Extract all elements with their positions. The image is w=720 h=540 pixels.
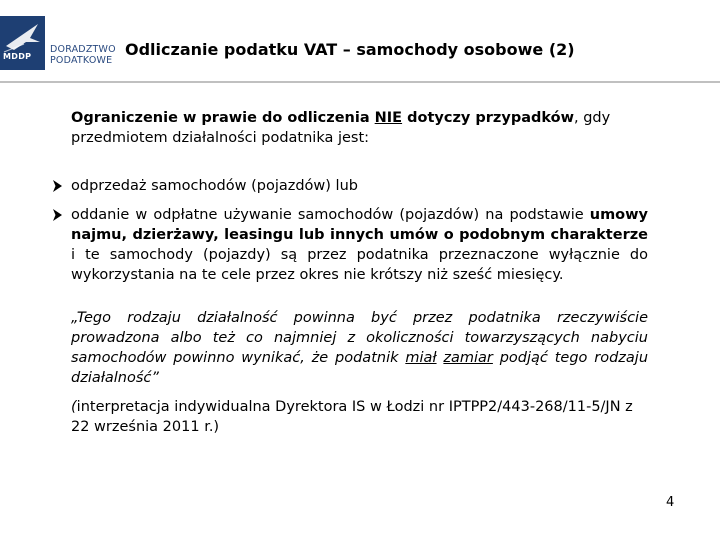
bullet-item-1 xyxy=(50,176,648,196)
logo-mark-text: MDDP xyxy=(3,52,32,61)
bullet-2-text-1: oddanie w odpłatne używanie samochodów (pojazdów) na podstawie xyxy=(71,207,590,223)
mddp-logo xyxy=(0,16,45,70)
bullet-item-2 xyxy=(50,205,648,285)
arrow-bullet-icon xyxy=(50,205,66,225)
interpretation-citation xyxy=(71,397,648,437)
quote-mial: miał xyxy=(405,350,437,366)
intro-normal: , gdy przedmiotem działalności podatnika jest: xyxy=(71,110,611,146)
slide-body xyxy=(50,108,648,437)
quote-text-2: podjąć tego rodzaju działalność” xyxy=(71,350,649,386)
quote-text-1: „Tego rodzaju działalność powinna być przez podatnika rzeczywiście prowadzona albo też co najmniej z okoliczności towarzyszących nabyciu samochodów powinno wynikać, że podatnik xyxy=(71,310,648,366)
quote-zamiar: zamiar xyxy=(443,350,493,366)
intro-nie: NIE xyxy=(374,110,403,126)
intro-bold-1: Ograniczenie w prawie do odliczenia xyxy=(71,110,375,126)
bullet-2-text-2: i te samochody (pojazdy) są przez podatnika przeznaczone wyłącznie do wykorzystania na te cele przez okres nie krótszy niż sześć miesięcy. xyxy=(71,247,648,283)
quote-paragraph xyxy=(71,308,648,388)
page-number: 4 xyxy=(666,495,675,510)
intro-paragraph xyxy=(71,108,648,148)
intro-bold-2: dotyczy przypadków xyxy=(402,110,574,126)
slide-title: Odliczanie podatku VAT – samochody osobowe (2) xyxy=(125,40,575,59)
airplane-icon xyxy=(0,16,45,70)
citation-paren: ( xyxy=(71,399,77,415)
logo-line2: PODATKOWE xyxy=(50,55,113,66)
slide-header xyxy=(0,0,720,82)
citation-text: interpretacja indywidualna Dyrektora IS w Łodzi nr IPTPP2/443-268/11-5/JN z 22 września 2011 r.) xyxy=(71,399,633,435)
logo-line1: DORADZTWO xyxy=(50,44,116,55)
bullet-2-bold: umowy najmu, dzierżawy, leasingu lub innych umów o podobnym charakterze xyxy=(71,207,648,243)
bullet-1-text: odprzedaż samochodów (pojazdów) lub xyxy=(71,178,358,194)
header-divider xyxy=(0,81,720,83)
arrow-bullet-icon xyxy=(50,176,66,196)
